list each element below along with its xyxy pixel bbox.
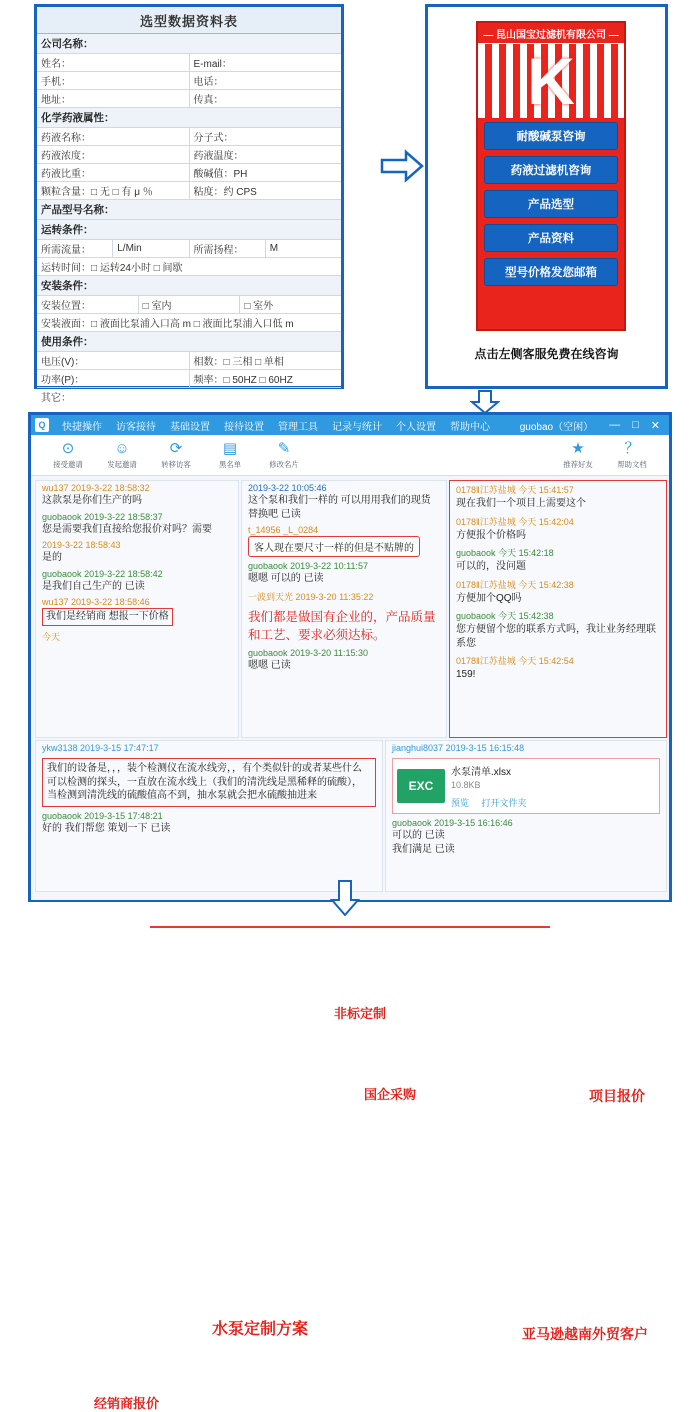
preview-link[interactable]: 预览 (451, 798, 470, 808)
message-meta (456, 609, 660, 622)
message-item (36, 756, 382, 809)
sender-name: 一波到天光 (248, 591, 294, 602)
field-particle: 颗粒含量：□ 无 □ 有 μ ％ (37, 182, 190, 199)
field-formula: 分子式： (193, 133, 234, 144)
message-item (450, 544, 666, 576)
message-text: 方便加个QQ吗 (456, 592, 522, 604)
message-text-highlighted: 我们的设备是，，，装个检测仪在流水线旁，，有个类似针的或者某些什么可以检测的探头，一直放在流水线上（我们的清洗线是黑稀释的硫酸），当检测到清洗线的硫酸值高不到，抽水泵就会把水硫酸抽进来 (42, 758, 376, 807)
message-item (450, 652, 666, 684)
field-mobile: 手机： (37, 72, 190, 89)
arrow-down-bottom-icon (330, 880, 360, 916)
field-head-unit: M (269, 243, 279, 254)
form-row (37, 164, 341, 182)
annotation-nonstandard-custom: 非标定制 (331, 1003, 389, 1022)
field-viscosity: 粘度：约 CPS (193, 187, 257, 198)
field-flow: 所需流量： (37, 240, 113, 257)
selection-form-panel (34, 4, 344, 404)
timestamp: 今天 15:42:38 (518, 579, 574, 590)
message-item (242, 588, 446, 606)
form-row (37, 314, 341, 332)
timestamp: 今天 15:42:38 (498, 611, 554, 621)
field-fax: 传真： (193, 95, 224, 106)
toolbar-help-docs[interactable] (605, 441, 659, 470)
message-meta (42, 743, 376, 753)
toolbar-transfer-visitor[interactable] (149, 441, 203, 470)
message-text: 这款泵是你们生产的吗 (42, 495, 142, 506)
message-item (36, 567, 238, 596)
quote-text: 我们都是做国有企业的，产品质量和工艺、要求必须达标。 (248, 609, 436, 642)
field-runtime: 运转时间：□ 运转24小时 □ 间歇 (41, 263, 183, 274)
message-meta (42, 569, 232, 579)
field-frequency: 频率：□ 50HZ □ 60HZ (193, 375, 293, 386)
message-meta (456, 483, 660, 496)
account-status-label[interactable]: guobao（空闲） (519, 421, 594, 433)
file-attachment[interactable] (386, 756, 666, 816)
message-text-highlighted: 客人现在要尺寸一样的但是不贴牌的 (248, 536, 420, 557)
promo-button-product-docs[interactable]: 产品资料 (484, 224, 618, 252)
toolbar-label: 黑名单 (218, 459, 242, 469)
chat-application-window (28, 412, 672, 1411)
timestamp: 今天 15:42:54 (518, 656, 574, 666)
timestamp: 2019-3-22 18:58:37 (84, 511, 163, 522)
file-size: 10.8KB (451, 780, 481, 790)
form-row (37, 352, 341, 370)
sender-name: guobaook (42, 568, 82, 579)
message-meta (42, 811, 376, 821)
timestamp: 今天 15:42:18 (498, 548, 554, 558)
toolbar-label: 接受邀请 (53, 459, 83, 469)
file-info (451, 763, 527, 809)
field-other: 其它： (41, 393, 71, 404)
toolbar-label: 修改名片 (269, 459, 299, 469)
message-item (242, 646, 446, 675)
chat-pane-dealer[interactable] (35, 480, 239, 738)
message-text: 这个泵和我们一样的 可以用用我们的现货替换吧 已读 (248, 495, 431, 520)
field-phase: 相数：□ 三相 □ 单相 (193, 357, 284, 368)
promo-button-filter-consult[interactable]: 药液过滤机咨询 (484, 156, 618, 184)
sender-name: t_14956 (248, 525, 281, 535)
app-toolbar (31, 435, 669, 476)
annotation-amazon-vietnam-client: 亚马逊越南外贸客户 (519, 1324, 651, 1344)
app-logo-icon: Q (35, 418, 49, 432)
message-meta (392, 743, 660, 753)
message-meta (42, 512, 232, 522)
message-item (450, 576, 666, 608)
sender-name: ykw3138 (42, 743, 78, 753)
form-section-usage: 使用条件： (37, 332, 341, 352)
app-menu-bar (31, 415, 669, 435)
arrow-right-icon (380, 148, 424, 184)
message-item (242, 559, 446, 588)
message-meta (456, 654, 660, 667)
promo-company-name: — 昆山国宝过滤机有限公司 — (478, 23, 624, 44)
form-row (37, 182, 341, 200)
message-meta (392, 818, 660, 828)
field-voltage: 电压(V)： (37, 352, 190, 369)
field-temperature: 药液温度： (193, 151, 244, 162)
chat-panes-area (31, 476, 669, 1411)
sender-name: guobaook (248, 561, 288, 571)
field-outdoor: □ 室外 (244, 301, 274, 312)
message-meta (456, 546, 660, 559)
message-text: 我们满足 已读 (392, 843, 455, 855)
toolbar-label: 帮助文档 (617, 459, 647, 469)
arrow-down-icon (470, 390, 500, 414)
timestamp: 2019-3-15 17:47:17 (80, 743, 159, 753)
form-row (37, 296, 341, 314)
toolbar-label: 转移访客 (161, 459, 191, 469)
highlight-quote-block (242, 606, 446, 646)
toolbar-edit-card[interactable] (257, 441, 311, 470)
field-head: 所需扬程： (190, 240, 266, 257)
message-item (450, 607, 666, 652)
message-item (242, 481, 446, 523)
form-section-model: 产品型号名称： (37, 200, 341, 220)
file-name: 水泵清单.xlsx (451, 767, 511, 778)
toolbar-label: 发起邀请 (107, 459, 137, 469)
form-row (37, 128, 341, 146)
message-text-highlighted: 我们是经销商 想报一下价格 (42, 608, 173, 626)
file-actions (451, 796, 527, 809)
field-name: 姓名： (37, 54, 190, 71)
menu-item-personal-settings[interactable]: 个人设置 (396, 421, 436, 433)
toolbar-recommend-friend[interactable] (551, 441, 605, 470)
close-button[interactable]: ✕ (650, 419, 660, 432)
message-text: 可以的，没问题 (456, 561, 526, 572)
annotation-project-quote: 项目报价 (586, 1086, 648, 1106)
sender-name: 0178‖江苏盐城 (456, 656, 516, 666)
chat-pane-project-quote[interactable] (449, 480, 667, 738)
sender-name: guobaook (456, 611, 496, 621)
timestamp: 2019-3-22 18:58:32 (71, 483, 150, 493)
form-title: 选型数据资料表 (37, 7, 341, 34)
timestamp: 2019-3-22 18:58:46 (71, 597, 150, 607)
toolbar-right-group (551, 441, 659, 470)
form-section-install: 安装条件： (37, 276, 341, 296)
message-item (36, 595, 238, 628)
chat-pane-pump-solution[interactable] (35, 740, 383, 892)
message-item (36, 481, 238, 510)
maximize-button[interactable]: □ (632, 419, 639, 431)
accept-invite-icon: ⊙ (61, 439, 75, 457)
form-row (37, 388, 341, 405)
message-text: 嗯嗯 已读 (248, 659, 291, 671)
menu-item-visitor-reception[interactable]: 访客接待 (116, 421, 156, 433)
field-tel: 电话： (193, 77, 224, 88)
promo-panel (425, 4, 668, 389)
message-meta (456, 578, 660, 591)
message-item (386, 741, 666, 756)
message-meta (248, 561, 440, 571)
menu-item-basic-settings[interactable]: 基础设置 (170, 421, 210, 433)
promo-card (476, 21, 626, 331)
timestamp: 2019-3-20 11:15:30 (290, 647, 368, 658)
timestamp: 2019-3-22 10:11:57 (290, 561, 368, 571)
promo-logo (478, 44, 624, 118)
form-section-company: 公司名称： (37, 34, 341, 54)
sender-name: 0178‖江苏盐城 (456, 485, 516, 495)
form-row (37, 146, 341, 164)
logo-letter-k: K (527, 44, 575, 118)
timestamp: 2019-3-22 18:58:42 (84, 568, 163, 579)
form-row (37, 90, 341, 108)
message-text: 嗯嗯 可以的 已读 (248, 573, 324, 584)
menu-item-help-center[interactable]: 帮助中心 (450, 421, 490, 433)
message-item (386, 816, 666, 858)
form-row (37, 72, 341, 90)
message-item (36, 538, 238, 567)
promo-button-email-quote[interactable]: 型号价格发您邮箱 (484, 258, 618, 286)
chat-pane-foreign-trade[interactable] (385, 740, 667, 892)
field-power: 功率(P)： (37, 370, 190, 387)
timestamp: 今天 15:42:04 (518, 516, 574, 527)
sender-name: wu137 (42, 597, 69, 607)
message-text: 您方便留个您的联系方式吗，我让业务经理联系您 (456, 624, 656, 649)
form-section-chemical: 化学药液属性： (37, 108, 341, 128)
form-body (37, 34, 341, 405)
field-liquid-level: 安装液面：□ 液面比泵浦入口高 m □ 液面比泵浦入口低 m (41, 319, 294, 330)
message-meta (248, 648, 440, 658)
toolbar-label: 推荐好友 (563, 459, 593, 469)
field-chem-name: 药液名称： (37, 128, 190, 145)
bottom-divider (150, 926, 550, 928)
message-text: 方便报个价格吗 (456, 529, 526, 541)
sender-name: guobaook (392, 818, 432, 828)
message-text: 现在我们一个项目上需要这个 (456, 498, 586, 509)
field-ph: 酸碱值：PH (193, 169, 248, 180)
timestamp: 今天 15:41:57 (518, 485, 574, 495)
form-row (37, 240, 341, 258)
message-text: 好的 我们帮您 策划一下 已读 (42, 822, 171, 834)
form-row (37, 54, 341, 72)
menu-item-records-stats[interactable]: 记录与统计 (332, 421, 382, 433)
message-item (36, 628, 238, 646)
menu-item-reception-settings[interactable]: 接待设置 (224, 421, 264, 433)
message-text: 是的 (42, 552, 62, 563)
field-position: 安装位置： (37, 296, 139, 313)
field-concentration: 药液浓度： (37, 146, 190, 163)
message-text: 159! (456, 669, 476, 680)
minimize-button[interactable]: — (609, 419, 621, 431)
message-meta (42, 483, 232, 493)
annotation-pump-custom-plan: 水泵定制方案 (209, 1316, 311, 1339)
timestamp: 2019-3-15 16:15:48 (445, 743, 525, 753)
sender-name: guobaook (42, 810, 82, 821)
file-card[interactable] (392, 758, 660, 814)
timestamp: 2019-3-20 11:35:22 (295, 591, 374, 602)
message-text: 您是需要我们直接给您报价对吗？需要 (42, 523, 212, 535)
blacklist-icon: ▤ (222, 439, 238, 457)
field-email: E-mail： (193, 59, 232, 70)
edit-card-icon: ✎ (277, 439, 291, 457)
message-meta (248, 525, 440, 535)
sender-name: guobaook (248, 647, 288, 658)
form-section-running: 运转条件： (37, 220, 341, 240)
promo-button-product-selection[interactable]: 产品选型 (484, 190, 618, 218)
timestamp: 2019-3-22 10:05:46 (248, 483, 327, 493)
transfer-icon: ⟳ (169, 439, 183, 457)
sender-name: guobaook (456, 548, 496, 558)
message-item (450, 513, 666, 545)
promo-button-list (478, 118, 624, 298)
timestamp: 今天 (42, 631, 61, 642)
star-icon: ★ (571, 439, 585, 457)
toolbar-blacklist[interactable] (203, 441, 257, 470)
form-row (37, 370, 341, 388)
open-folder-link[interactable]: 打开文件夹 (481, 798, 527, 808)
message-text: 可以的 已读 (392, 830, 445, 841)
sender-name: 0178‖江苏盐城 (456, 516, 516, 527)
help-icon: ？ (624, 439, 640, 457)
annotation-soe-procurement: 国企采购 (361, 1084, 419, 1103)
message-item (36, 809, 382, 838)
message-item (450, 481, 666, 513)
timestamp: 2019-3-15 16:16:46 (434, 818, 513, 828)
sender-name: wu137 (42, 483, 69, 493)
annotation-dealer-quote: 经销商报价 (91, 1393, 162, 1412)
message-meta (42, 540, 232, 550)
chat-pane-custom[interactable] (241, 480, 447, 738)
excel-file-icon: EXC (397, 769, 445, 803)
field-address: 地址： (37, 90, 190, 107)
menu-item-management-tools[interactable]: 管理工具 (278, 421, 318, 433)
menu-item-quick-ops[interactable]: 快捷操作 (62, 421, 102, 433)
send-invite-icon: ☺ (114, 439, 130, 457)
promo-button-pump-consult[interactable]: 耐酸碱泵咨询 (484, 122, 618, 150)
toolbar-accept-invite[interactable] (41, 441, 95, 470)
sender-name: jianghui8037 (392, 743, 444, 753)
timestamp: _L_0284 (283, 525, 319, 535)
field-flow-unit: L/Min (113, 240, 189, 257)
sender-name: 0178‖江苏盐城 (456, 579, 516, 590)
message-item (242, 523, 446, 559)
promo-caption: 点击左侧客服免费在线咨询 (474, 347, 619, 361)
message-text: 是我们自己生产的 已读 (42, 580, 145, 592)
message-item (36, 741, 382, 756)
window-controls (513, 418, 665, 433)
message-item (36, 510, 238, 539)
form-row (37, 258, 341, 276)
field-indoor: □ 室内 (139, 296, 241, 313)
timestamp: 2019-3-15 17:48:21 (84, 810, 163, 821)
field-gravity: 药液比重： (37, 164, 190, 181)
message-meta (248, 590, 440, 603)
timestamp: 2019-3-22 18:58:43 (42, 540, 121, 550)
toolbar-send-invite[interactable] (95, 441, 149, 470)
sender-name: guobaook (42, 511, 82, 522)
message-meta (456, 515, 660, 528)
message-meta (42, 597, 232, 607)
